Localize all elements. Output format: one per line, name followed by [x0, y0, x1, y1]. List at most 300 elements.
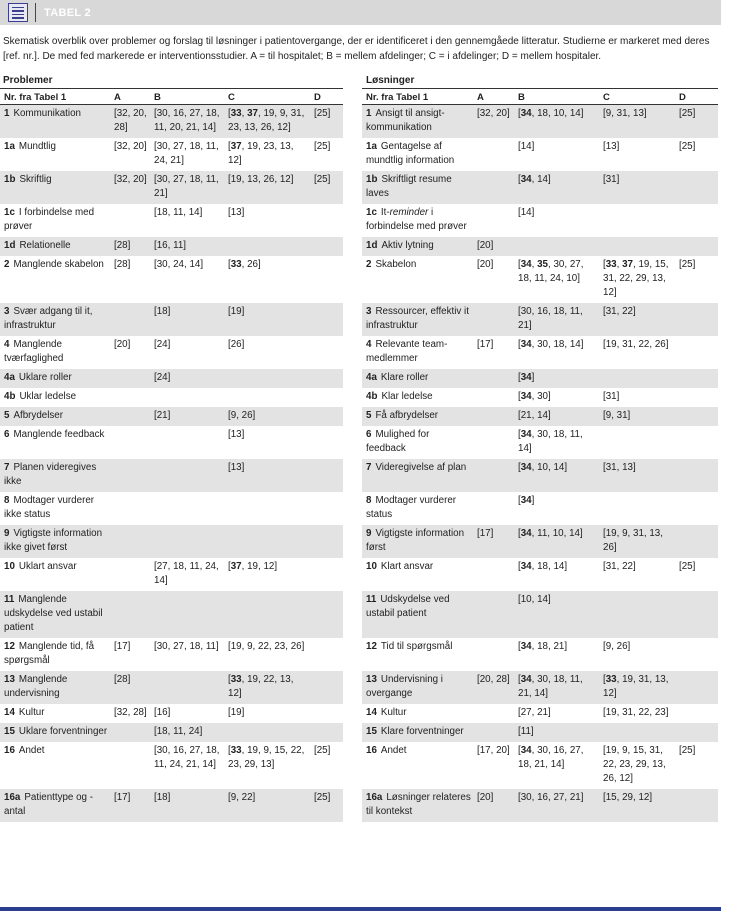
- cell-c: [224, 492, 310, 525]
- cell-b: [150, 525, 224, 558]
- row-number: 12: [366, 641, 377, 652]
- cell-a: [20]: [473, 789, 514, 822]
- table-row: [0, 303, 343, 336]
- cell-b: [18]: [150, 303, 224, 336]
- header-divider: [35, 3, 36, 22]
- row-number: 10: [366, 561, 377, 572]
- cell-b: [34]: [514, 369, 599, 388]
- cell-d: [675, 789, 718, 822]
- cell-b: [14]: [518, 207, 535, 218]
- table-row: [0, 426, 343, 459]
- table-row: [362, 303, 718, 336]
- cell-b: [34, 18, 21]: [518, 641, 568, 652]
- row-text: Uklart ansvar: [18, 561, 77, 572]
- cell-d: [675, 492, 718, 525]
- cell-c: [599, 723, 675, 742]
- row-number: 7: [366, 462, 372, 473]
- cell-a: [473, 369, 514, 388]
- cell-b: [34, 30, 18, 11, 14]: [518, 429, 583, 454]
- cell-d: [310, 303, 343, 336]
- cell-d: [675, 204, 718, 237]
- solutions-row-label: [362, 492, 473, 525]
- problems-row-label: [0, 171, 110, 204]
- row-text: Relevante team-medlemmer: [366, 339, 448, 364]
- problems-row-label: [0, 671, 110, 704]
- row-number: 1b: [4, 174, 16, 185]
- cell-c: [33, 19, 31, 13, 12]: [599, 671, 675, 704]
- cell-d: [675, 591, 718, 638]
- cell-c: [224, 388, 310, 407]
- row-number: 5: [366, 410, 372, 421]
- cell-a: [110, 459, 150, 492]
- table-row: [362, 336, 718, 369]
- row-text: Uklare roller: [18, 372, 72, 383]
- cell-b: [14]: [518, 141, 535, 152]
- cell-c: [19, 9, 31, 13, 26]: [599, 525, 675, 558]
- cell-c: [9, 31]: [599, 407, 675, 426]
- solutions-row-label: [362, 237, 473, 256]
- cell-b: [34, 14]: [514, 171, 599, 204]
- cell-b: [34, 18, 10, 14]: [514, 105, 599, 139]
- cell-d: [310, 591, 343, 638]
- cell-a: [473, 204, 514, 237]
- row-number: 11: [4, 594, 15, 605]
- problems-row-label: [0, 336, 110, 369]
- row-number: 1a: [366, 141, 377, 152]
- cell-a: [473, 426, 514, 459]
- row-text: Manglende skabelon: [13, 259, 104, 270]
- problems-rule: [0, 88, 343, 89]
- problems-row-label: [0, 638, 110, 671]
- problems-header-row: [0, 90, 343, 105]
- table-row: [362, 407, 718, 426]
- cell-d: [675, 303, 718, 336]
- cell-d: [310, 256, 343, 303]
- cell-b: [150, 671, 224, 704]
- row-number: 6: [4, 429, 10, 440]
- solutions-heading: Løsninger: [366, 75, 415, 86]
- cell-b: [34, 18, 14]: [518, 561, 568, 572]
- cell-a: [17, 20]: [477, 745, 510, 756]
- cell-a: [110, 492, 150, 525]
- cell-b: [34, 30]: [518, 391, 551, 402]
- problems-row-label: [0, 369, 110, 388]
- cell-d: [310, 204, 343, 237]
- problems-row-label: [0, 591, 110, 638]
- solutions-row-label: [362, 256, 473, 303]
- table-row: [362, 723, 718, 742]
- solutions-row-label: [362, 558, 473, 591]
- row-number: 11: [366, 594, 377, 605]
- cell-d: [675, 237, 718, 256]
- table-row: [362, 388, 718, 407]
- row-number: 1b: [366, 174, 378, 185]
- solutions-col-header: D: [675, 90, 718, 105]
- table-row: [362, 742, 718, 789]
- cell-a: [28]: [114, 259, 131, 270]
- cell-a: [110, 426, 150, 459]
- cell-a: [110, 558, 150, 591]
- cell-b: [34, 30, 16, 27, 18, 21, 14]: [518, 745, 584, 770]
- table-row: [362, 671, 718, 704]
- table-row: [362, 171, 718, 204]
- problems-row-label: [0, 704, 110, 723]
- row-text: It-reminder i forbindelse med prøver: [366, 207, 467, 232]
- table-row: [0, 336, 343, 369]
- row-text: Løsninger relateres til kontekst: [366, 792, 471, 817]
- table-row: [362, 138, 718, 171]
- row-text: Aktiv lytning: [381, 240, 434, 251]
- cell-b: [34, 30, 18, 14]: [518, 339, 584, 350]
- row-number: 1d: [366, 240, 378, 251]
- table-row: [0, 723, 343, 742]
- cell-c: [31]: [599, 171, 675, 204]
- row-text: Klare forventninger: [380, 726, 464, 737]
- cell-b: [30, 27, 18, 11, 21]: [150, 171, 224, 204]
- problems-row-label: [0, 558, 110, 591]
- cell-a: [110, 723, 150, 742]
- row-number: 4a: [366, 372, 377, 383]
- cell-a: [17]: [110, 789, 150, 822]
- cell-c: [33, 37, 19, 15, 31, 22, 29, 13, 12]: [603, 259, 669, 298]
- solutions-header-row: [362, 90, 718, 105]
- problems-row-label: [0, 388, 110, 407]
- cell-b: [514, 237, 599, 256]
- problems-col-header: C: [224, 90, 310, 105]
- cell-c: [31, 22]: [599, 303, 675, 336]
- table-row: [0, 558, 343, 591]
- cell-a: [473, 459, 514, 492]
- cell-a: [473, 723, 514, 742]
- solutions-row-label: [362, 638, 473, 671]
- cell-b: [30, 27, 18, 11, 24, 21]: [154, 141, 219, 166]
- row-number: 16: [4, 745, 15, 756]
- row-number: 13: [4, 674, 15, 685]
- cell-a: [32, 20]: [110, 171, 150, 204]
- table-row: [0, 105, 343, 139]
- solutions-col-header: B: [514, 90, 599, 105]
- table-row: [362, 591, 718, 638]
- cell-c: [9, 26]: [603, 641, 631, 652]
- cell-d: [25]: [675, 105, 718, 139]
- cell-c: [224, 591, 310, 638]
- row-text: Kultur: [380, 707, 407, 718]
- row-text: Klart ansvar: [380, 561, 434, 572]
- cell-c: [19, 13, 26, 12]: [224, 171, 310, 204]
- table-header-bar: [0, 0, 721, 25]
- cell-a: [473, 558, 514, 591]
- problems-table: [0, 90, 343, 822]
- problems-row-label: [0, 138, 110, 171]
- row-text: Undervisning i overgange: [366, 674, 443, 699]
- solutions-row-label: [362, 171, 473, 204]
- cell-a: [32, 20, 28]: [110, 105, 150, 139]
- table-row: [0, 525, 343, 558]
- problems-row-label: [0, 723, 110, 742]
- problems-row-label: [0, 105, 110, 139]
- row-number: 1c: [366, 207, 377, 218]
- cell-c: [19]: [224, 303, 310, 336]
- table-row: [362, 204, 718, 237]
- cell-d: [675, 671, 718, 704]
- row-text: I forbindelse med prøver: [4, 207, 95, 232]
- cell-c: [19, 31, 22, 23]: [603, 707, 669, 718]
- row-text: Skriftligt resume laves: [366, 174, 452, 199]
- row-number: 16a: [4, 792, 21, 803]
- solutions-row-label: [362, 671, 473, 704]
- table-row: [362, 105, 718, 139]
- table-row: [0, 742, 343, 789]
- problems-row-label: [0, 237, 110, 256]
- cell-c: [13]: [603, 141, 620, 152]
- problems-row-label: [0, 407, 110, 426]
- cell-a: [110, 742, 150, 789]
- cell-b: [30, 16, 27, 21]: [514, 789, 599, 822]
- cell-b: [34, 11, 10, 14]: [514, 525, 599, 558]
- cell-c: [599, 591, 675, 638]
- row-text: Uklare forventninger: [18, 726, 108, 737]
- problems-row-label: [0, 525, 110, 558]
- table-row: [0, 204, 343, 237]
- row-number: 16: [366, 745, 377, 756]
- solutions-row-label: [362, 369, 473, 388]
- cell-d: [25]: [314, 141, 331, 152]
- row-text: Manglende feedback: [13, 429, 105, 440]
- cell-b: [21, 14]: [514, 407, 599, 426]
- row-number: 7: [4, 462, 10, 473]
- row-text: Mundtlig: [18, 141, 56, 152]
- table-row: [0, 138, 343, 171]
- cell-c: [19]: [228, 707, 245, 718]
- cell-d: [25]: [679, 745, 696, 756]
- row-number: 8: [4, 495, 10, 506]
- cell-a: [32, 20]: [473, 105, 514, 139]
- row-text: Ressourcer, effektiv it infrastruktur: [366, 306, 469, 331]
- cell-b: [30, 27, 18, 11]: [154, 641, 219, 652]
- cell-d: [25]: [679, 561, 696, 572]
- row-number: 8: [366, 495, 372, 506]
- table-row: [362, 426, 718, 459]
- problems-row-label: [0, 303, 110, 336]
- cell-b: [27, 21]: [518, 707, 551, 718]
- cell-d: [310, 388, 343, 407]
- row-number: 15: [4, 726, 15, 737]
- cell-a: [473, 407, 514, 426]
- cell-d: [25]: [314, 745, 331, 756]
- cell-d: [675, 704, 718, 723]
- table-row: [362, 492, 718, 525]
- cell-c: [31, 22]: [603, 561, 636, 572]
- cell-c: [19, 9, 22, 23, 26]: [228, 641, 305, 652]
- cell-c: [19, 9, 15, 31, 22, 23, 29, 13, 26, 12]: [603, 745, 666, 784]
- table-row: [362, 459, 718, 492]
- cell-a: [473, 171, 514, 204]
- cell-d: [25]: [679, 141, 696, 152]
- cell-a: [17]: [473, 525, 514, 558]
- cell-d: [675, 388, 718, 407]
- cell-b: [150, 426, 224, 459]
- row-number: 4a: [4, 372, 15, 383]
- row-text: Kommunikation: [13, 108, 81, 119]
- row-text: Gentagelse af mundtlig information: [366, 141, 455, 166]
- row-text: Mulighed for feedback: [366, 429, 430, 454]
- cell-b: [18, 11, 24]: [150, 723, 224, 742]
- solutions-row-label: [362, 789, 473, 822]
- cell-c: [9, 26]: [224, 407, 310, 426]
- cell-b: [27, 18, 11, 24, 14]: [154, 561, 219, 586]
- row-text: Klare roller: [380, 372, 429, 383]
- row-text: Planen videregives ikke: [4, 462, 97, 487]
- row-text: Patienttype og -antal: [4, 792, 93, 817]
- table-row: [362, 369, 718, 388]
- cell-b: [30, 24, 14]: [154, 259, 204, 270]
- row-number: 15: [366, 726, 377, 737]
- problems-col-header: D: [310, 90, 343, 105]
- cell-a: [17]: [114, 641, 131, 652]
- cell-a: [473, 492, 514, 525]
- row-text: Videregivelse af plan: [375, 462, 467, 473]
- cell-b: [21]: [150, 407, 224, 426]
- problems-row-label: [0, 459, 110, 492]
- cell-b: [10, 14]: [514, 591, 599, 638]
- cell-a: [110, 525, 150, 558]
- cell-c: [599, 204, 675, 237]
- cell-b: [30, 16, 18, 11, 21]: [514, 303, 599, 336]
- cell-a: [17]: [477, 339, 494, 350]
- cell-a: [20]: [473, 237, 514, 256]
- cell-c: [224, 237, 310, 256]
- cell-d: [310, 638, 343, 671]
- row-number: 6: [366, 429, 372, 440]
- solutions-row-label: [362, 336, 473, 369]
- table-row: [0, 459, 343, 492]
- row-text: Kultur: [18, 707, 45, 718]
- cell-d: [310, 426, 343, 459]
- row-number: 16a: [366, 792, 383, 803]
- cell-a: [110, 591, 150, 638]
- row-text: Klar ledelse: [381, 391, 433, 402]
- cell-c: [31, 13]: [599, 459, 675, 492]
- table-row: [0, 704, 343, 723]
- problems-row-label: [0, 426, 110, 459]
- cell-a: [473, 704, 514, 723]
- problems-col-header: B: [150, 90, 224, 105]
- cell-a: [110, 388, 150, 407]
- row-text: Få afbrydelser: [375, 410, 439, 421]
- table-row: [0, 369, 343, 388]
- solutions-rule: [362, 88, 718, 89]
- problems-row-label: [0, 492, 110, 525]
- row-number: 1: [4, 108, 10, 119]
- row-number: 4b: [4, 391, 16, 402]
- cell-b: [16, 11]: [150, 237, 224, 256]
- solutions-row-label: [362, 459, 473, 492]
- row-text: Manglende udskydelse ved ustabil patient: [4, 594, 103, 633]
- cell-d: [675, 336, 718, 369]
- table-row: [362, 256, 718, 303]
- problems-row-label: [0, 204, 110, 237]
- row-text: Modtager vurderer status: [366, 495, 457, 520]
- table-row: [0, 407, 343, 426]
- cell-d: [310, 558, 343, 591]
- cell-b: [11]: [514, 723, 599, 742]
- cell-b: [150, 591, 224, 638]
- cell-d: [310, 723, 343, 742]
- cell-a: [473, 388, 514, 407]
- cell-d: [310, 237, 343, 256]
- cell-c: [15, 29, 12]: [599, 789, 675, 822]
- row-text: Ansigt til ansigt-kommunikation: [366, 108, 445, 133]
- cell-c: [13]: [228, 207, 245, 218]
- cell-d: [310, 671, 343, 704]
- row-text: Skabelon: [375, 259, 417, 270]
- cell-b: [30, 16, 27, 18, 11, 24, 21, 14]: [154, 745, 220, 770]
- cell-c: [599, 426, 675, 459]
- table-caption: Skematisk overblik over problemer og forslag til løsninger i patientovergange, der er identificeret i den gennemgåede litteratur. Studierne er markeret med deres [ref. nr.]. De med fed markerede er interventionsstudier. A = til hospitalet; B = mellem afdelinger; C = i afdelinger; D = mellem hospitaler.: [3, 36, 710, 62]
- row-number: 13: [366, 674, 377, 685]
- cell-a: [110, 407, 150, 426]
- cell-c: [13]: [224, 459, 310, 492]
- cell-d: [675, 459, 718, 492]
- cell-c: [9, 31, 13]: [599, 105, 675, 139]
- solutions-table: [362, 90, 718, 822]
- table-row: [0, 256, 343, 303]
- cell-b: [24]: [150, 369, 224, 388]
- cell-a: [28]: [110, 671, 150, 704]
- row-text: Vigtigste information ikke givet først: [4, 528, 103, 553]
- cell-b: [18]: [150, 789, 224, 822]
- cell-d: [675, 723, 718, 742]
- cell-a: [20, 28]: [473, 671, 514, 704]
- problems-row-label: [0, 256, 110, 303]
- row-number: 5: [4, 410, 10, 421]
- cell-c: [224, 525, 310, 558]
- cell-d: [675, 525, 718, 558]
- problems-col-header: A: [110, 90, 150, 105]
- cell-c: [31]: [603, 391, 620, 402]
- table-row: [362, 558, 718, 591]
- row-text: Vigtigste information først: [366, 528, 465, 553]
- cell-d: [310, 704, 343, 723]
- row-number: 14: [366, 707, 377, 718]
- solutions-row-label: [362, 138, 473, 171]
- row-text: Relationelle: [19, 240, 71, 251]
- solutions-row-label: [362, 591, 473, 638]
- row-text: Modtager vurderer ikke status: [4, 495, 95, 520]
- bottom-rule: [0, 907, 721, 911]
- cell-c: [33, 19, 9, 15, 22, 23, 29, 13]: [228, 745, 305, 770]
- row-text: Andet: [380, 745, 407, 756]
- problems-row-label: [0, 789, 110, 822]
- problems-heading: Problemer: [3, 75, 53, 86]
- solutions-row-label: [362, 204, 473, 237]
- table-row: [0, 388, 343, 407]
- cell-b: [34]: [518, 495, 535, 506]
- cell-d: [25]: [310, 171, 343, 204]
- solutions-row-label: [362, 105, 473, 139]
- row-text: Uklar ledelse: [19, 391, 77, 402]
- table-row: [0, 638, 343, 671]
- problems-row-label: [0, 742, 110, 789]
- solutions-row-label: [362, 742, 473, 789]
- cell-b: [34, 35, 30, 27, 18, 11, 24, 10]: [518, 259, 584, 284]
- cell-c: [33, 37, 19, 9, 31, 23, 13, 26, 12]: [224, 105, 310, 139]
- cell-c: [33, 26]: [228, 259, 261, 270]
- solutions-row-label: [362, 525, 473, 558]
- cell-a: [28]: [110, 237, 150, 256]
- row-number: 4b: [366, 391, 378, 402]
- cell-a: [473, 138, 514, 171]
